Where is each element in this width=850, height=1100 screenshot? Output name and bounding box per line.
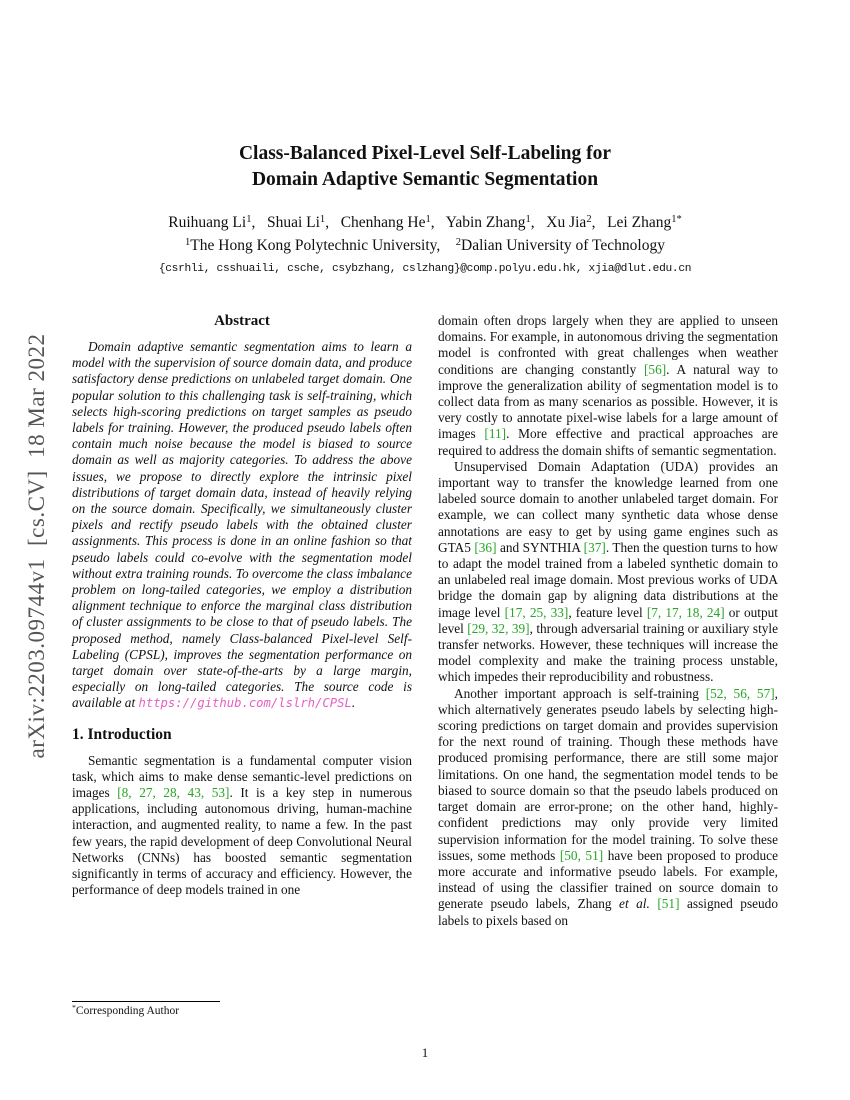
section-heading-introduction: 1. Introduction xyxy=(72,725,172,743)
footnote-rule xyxy=(72,1001,220,1002)
right-paragraph-2 xyxy=(438,459,778,686)
text-run: , xyxy=(251,214,267,231)
arxiv-watermark: arXiv:2203.09744v1 [cs.CV] 18 Mar 2022 xyxy=(24,333,49,759)
citation-link[interactable]: [51] xyxy=(657,896,680,912)
paper-title-line-2: Domain Adaptive Semantic Segmentation xyxy=(251,169,599,190)
text-run: Lei Zhang xyxy=(607,214,672,231)
text-run: , through adversarial training or auxiliary style transfer networks. However, these techniques will increase the model complexity and make the training process unstable, which impedes their reproducibility and robustness. xyxy=(438,620,779,685)
sup-text: 2 xyxy=(586,214,592,226)
sup-text: 1 xyxy=(525,214,531,226)
paper-title-line-1: Class-Balanced Pixel-Level Self-Labeling for xyxy=(238,143,612,164)
text-run: The Hong Kong Polytechnic University, xyxy=(190,237,456,254)
citation-link[interactable]: [52, 56, 57] xyxy=(705,685,775,701)
page-number: 1 xyxy=(421,1045,429,1060)
text-run: . A natural way to improve the generalization ability of segmentation model is to collect data from as many scenarios as possible. However, it is very costly to annotate pixel-wise labels for a large amount of images xyxy=(438,361,778,442)
text-run: Yabin Zhang xyxy=(445,214,526,231)
sup-text: 2 xyxy=(455,237,462,249)
text-run: Xu Jia xyxy=(546,214,587,231)
abstract-text xyxy=(72,339,412,712)
text-run: , which alternatively generates pseudo labels by selecting high-scoring predictions on target domain and provides supervision for the next round of training. Though these methods have produced promising performance, there are still some major limitations. On one hand, the segmentation model tends to be biased to source domain so that the pseudo labels produced on target domain are error-prone; on the other hand, highly-confident predictions may only provide very limited supervision information for the model training. To solve these issues, some methods xyxy=(438,685,778,863)
text-run: , xyxy=(430,214,446,231)
abstract-heading: Abstract xyxy=(214,313,270,329)
sup-text: 1 xyxy=(185,237,191,249)
text-run: , feature level xyxy=(568,604,647,620)
text-run: Another important approach is self-training xyxy=(454,685,706,701)
citation-link[interactable]: [56] xyxy=(644,361,667,377)
url-link[interactable]: https://github.com/lslrh/CPSL xyxy=(138,696,352,711)
text-run: Ruihuang Li xyxy=(168,214,247,231)
two-column-body xyxy=(0,313,850,929)
text-run: , xyxy=(591,214,608,231)
text-run: Domain adaptive semantic segmentation aims to learn a model with the supervision of source domain data, and produce satisfactory dense predictions on unlabeled target domain. One popular solution to this challenging task is self-training, which selects high-scoring predictions on target samples as pseudo labels for training. However, the produced pseudo labels often contain much noise because the model is biased to source domain as well as majority categories. To address the above issues, we propose to directly explore the intrinsic pixel distributions of target domain data, instead of heavily relying on the source domain. Specifically, we simultaneously cluster pixels and rectify pseudo labels with the obtained cluster assignments. This process is done in an online fashion so that pseudo labels could co-evolve with the segmentation model without extra training rounds. To overcome the class imbalance problem on long-tailed categories, we employ a distribution alignment technique to enforce the marginal class distribution of cluster assignments to be close to that of pseudo labels. The proposed method, namely Class-balanced Pixel-level Self-Labeling (CPSL), improves the segmentation performance on target domain over state-of-the-arts by a large margin, especially on long-tailed categories. The source code is available at xyxy=(72,339,412,711)
text-run: and SYNTHIA xyxy=(496,539,584,555)
text-run: Semantic segmentation is a fundamental computer vision task, which aims to make dense semantic-level predictions on images xyxy=(72,752,412,801)
text-run: , xyxy=(325,214,341,231)
citation-link[interactable]: [7, 17, 18, 24] xyxy=(646,604,725,620)
affiliations-line xyxy=(0,237,850,255)
text-run: Corresponding Author xyxy=(75,1005,180,1017)
sup-text: * xyxy=(72,1003,76,1013)
text-run: . xyxy=(351,695,356,711)
citation-link[interactable]: [17, 25, 33] xyxy=(504,604,569,620)
authors-line xyxy=(0,214,850,232)
text-run: have been proposed to produce more accurate and informative pseudo labels. For example, instead of using the classifier trained on source domain to generate pseudo labels, Zhang xyxy=(438,847,778,912)
sup-text: 1 xyxy=(425,214,431,226)
text-run: Unsupervised Domain Adaptation (UDA) provides an important way to transfer the knowledge learned from one labeled source domain to another unlabeled target domain. For example, we can collect many synthetic data whose dense annotations are easy to get by using game engines such as GTA5 xyxy=(438,458,778,555)
citation-link[interactable]: [37] xyxy=(583,539,606,555)
text-run: . It is a key step in numerous applications, including autonomous driving, human-machine interaction, and augmented reality, to name a few. In the past few years, the rapid development of deep Convolutional Neural Networks (CNNs) has boosted semantic segmentation significantly in terms of accuracy and efficiency. However, the performance of deep models trained in one xyxy=(72,785,412,898)
citation-link[interactable]: [50, 51] xyxy=(559,847,604,863)
citation-link[interactable]: [29, 32, 39] xyxy=(467,620,530,636)
italic-text: et al. xyxy=(619,896,650,912)
text-run: domain often drops largely when they are applied to unseen domains. For example, in autonomous driving the segmentation model is confronted with great challenges when weather conditions are changing constantly xyxy=(438,313,778,377)
right-paragraph-3 xyxy=(438,686,778,929)
text-run: assigned pseudo labels to pixels based on xyxy=(438,896,778,928)
text-run: . More effective and practical approaches are required to address the domain shifts of semantic segmentation. xyxy=(438,426,778,458)
intro-paragraph xyxy=(72,753,412,899)
citation-link[interactable]: [11] xyxy=(484,426,507,442)
sup-text: 1* xyxy=(671,214,682,226)
text-run: Dalian University of Technology xyxy=(461,237,665,254)
paper-title xyxy=(0,141,850,193)
right-paragraph-1 xyxy=(438,313,778,459)
text-run: Shuai Li xyxy=(266,214,320,231)
text-run: . Then the question turns to how to adapt the model trained from a labeled synthetic domain to an unlabeled real image domain. Most previous works of UDA bridge the domain gap by aligning data distributions at the image level xyxy=(438,539,778,620)
text-run: , xyxy=(530,214,547,231)
title-block xyxy=(0,0,850,275)
footnote-text xyxy=(72,1005,412,1017)
citation-link[interactable]: [8, 27, 28, 43, 53] xyxy=(117,785,230,801)
left-column xyxy=(72,313,412,929)
footnote xyxy=(72,1001,412,1017)
right-column xyxy=(438,313,778,929)
text-run: or output level xyxy=(438,604,778,636)
sup-text: 1 xyxy=(246,214,252,226)
citation-link[interactable]: [36] xyxy=(474,539,497,555)
text-run: Chenhang He xyxy=(340,214,426,231)
sup-text: 1 xyxy=(319,214,326,226)
emails-line: {csrhli, csshuaili, csche, csybzhang, cslzhang}@comp.polyu.edu.hk, xjia@dlut.edu.cn xyxy=(158,263,692,275)
